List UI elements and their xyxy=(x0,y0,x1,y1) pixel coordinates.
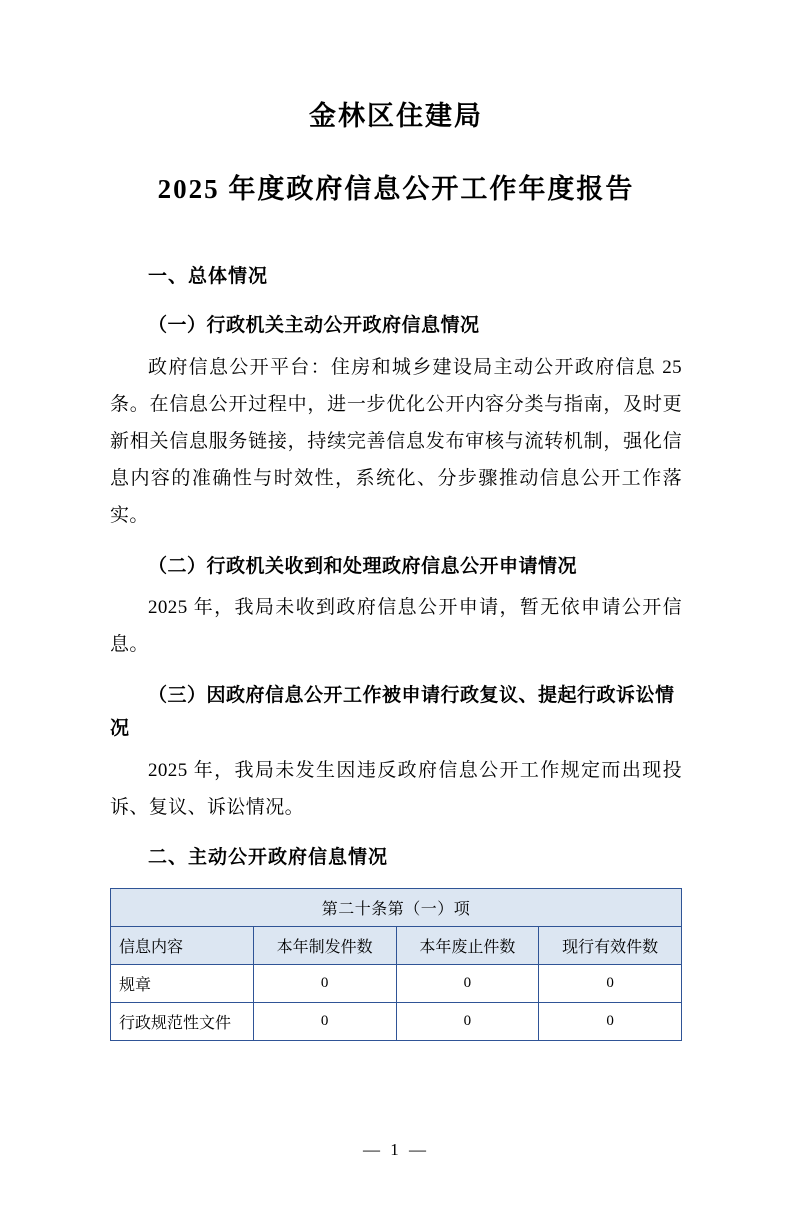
table-column-header-effective: 现行有效件数 xyxy=(539,927,682,965)
document-page xyxy=(0,96,792,1218)
table-column-header-issued: 本年制发件数 xyxy=(253,927,396,965)
paragraph-proactive-disclosure: 政府信息公开平台：住房和城乡建设局主动公开政府信息 25 条。在信息公开过程中，进一步优化公开内容分类与指南，及时更新相关信息服务链接，持续完善信息发布审核与流转机制，强化信息内容的准确性与时效性，系统化、分步骤推动信息公开工作落实。 xyxy=(110,356,682,526)
table-row-label-regulation: 规章 xyxy=(111,965,254,1003)
table-caption: 第二十条第（一）项 xyxy=(111,889,682,927)
table-column-header-repealed: 本年废止件数 xyxy=(396,927,539,965)
table-cell-normative-issued: 0 xyxy=(253,1003,396,1041)
table-caption-row xyxy=(111,889,682,927)
paragraph-review-litigation: 2025 年，我局未发生因违反政府信息公开工作规定而出现投诉、复议、诉讼情况。 xyxy=(110,759,682,818)
table-cell-normative-effective: 0 xyxy=(539,1003,682,1041)
document-title-line-1: 金林区住建局 xyxy=(309,101,483,131)
table-header-row xyxy=(111,927,682,965)
section-heading-overall: 一、总体情况 xyxy=(148,266,269,287)
subsection-heading-applications: （二）行政机关收到和处理政府信息公开申请情况 xyxy=(148,555,578,577)
table-row xyxy=(111,965,682,1003)
page-number: — 1 — xyxy=(363,1140,429,1159)
table-cell-regulation-repealed: 0 xyxy=(396,965,539,1003)
table-cell-regulation-issued: 0 xyxy=(253,965,396,1003)
paragraph-applications: 2025 年，我局未收到政府信息公开申请，暂无依申请公开信息。 xyxy=(110,597,682,656)
table-cell-normative-repealed: 0 xyxy=(396,1003,539,1041)
table-cell-regulation-effective: 0 xyxy=(539,965,682,1003)
proactive-disclosure-table xyxy=(110,888,682,1041)
table-row xyxy=(111,1003,682,1041)
subsection-heading-proactive-disclosure: （一）行政机关主动公开政府信息情况 xyxy=(148,315,480,337)
table-column-header-content: 信息内容 xyxy=(111,927,254,965)
table-row-label-normative-doc: 行政规范性文件 xyxy=(111,1003,254,1041)
subsection-heading-review-litigation: （三）因政府信息公开工作被申请行政复议、提起行政诉讼情况 xyxy=(110,685,675,740)
section-heading-proactive-info: 二、主动公开政府信息情况 xyxy=(148,846,389,868)
document-title-line-2: 2025 年度政府信息公开工作年度报告 xyxy=(157,173,635,204)
